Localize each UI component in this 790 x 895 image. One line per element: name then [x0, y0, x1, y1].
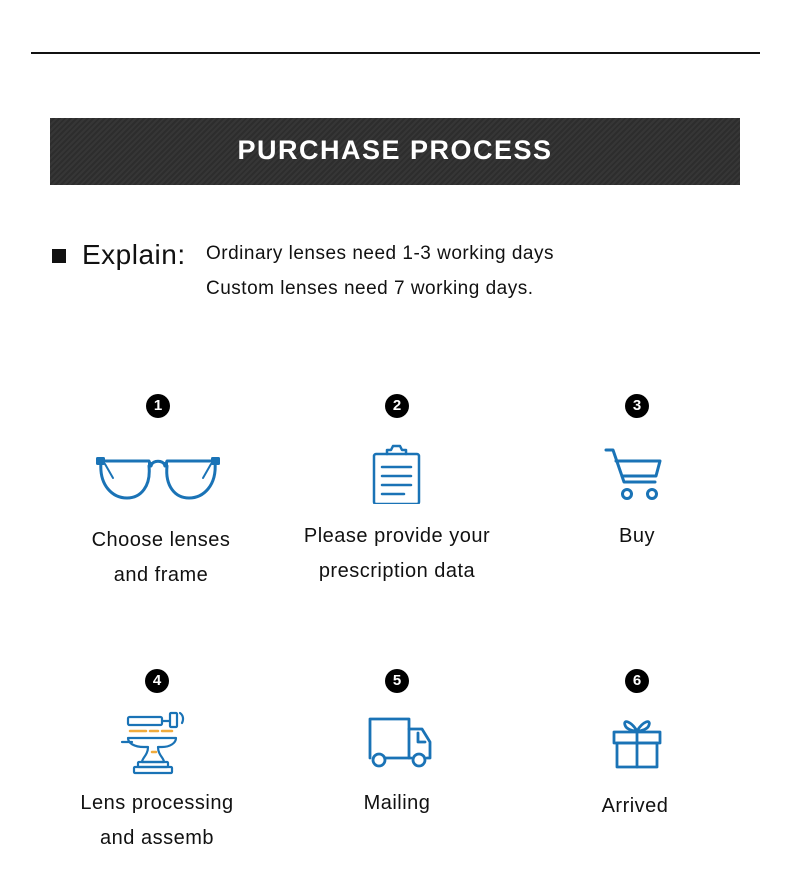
step-mailing: [267, 669, 527, 889]
clipboard-icon: [332, 434, 462, 504]
step-lens-processing: [27, 669, 287, 889]
step-label: Lens processing and assemb: [80, 792, 234, 849]
shopping-cart-icon: [572, 434, 702, 504]
step-label: Arrived: [601, 795, 669, 817]
step-arrived: [507, 669, 767, 889]
step-number-badge: 4: [145, 669, 169, 693]
step-label: Buy: [619, 525, 655, 547]
square-bullet-icon: [52, 249, 66, 263]
step-number-badge: 1: [146, 394, 170, 418]
explain-line-custom: Custom lenses need 7 working days.: [206, 278, 534, 299]
step-number-badge: 3: [625, 394, 649, 418]
explain-line-ordinary: Ordinary lenses need 1-3 working days: [206, 243, 555, 264]
glasses-icon: [93, 434, 223, 504]
step-provide-prescription: [267, 394, 527, 614]
step-number-badge: 6: [625, 669, 649, 693]
delivery-truck-icon: [332, 709, 462, 779]
step-choose-lenses: [28, 394, 288, 614]
banner-title: PURCHASE PROCESS: [237, 135, 553, 165]
anvil-hammer-icon: [92, 709, 222, 779]
step-buy: [507, 394, 767, 614]
step-number-badge: 5: [385, 669, 409, 693]
step-label: Mailing: [363, 792, 431, 814]
step-number-badge: 2: [385, 394, 409, 418]
section-banner: [50, 118, 740, 185]
step-label: Choose lenses and frame: [91, 529, 231, 586]
top-divider: [31, 52, 760, 54]
step-label: Please provide your prescription data: [303, 525, 491, 582]
gift-icon: [572, 709, 702, 779]
explain-label: Explain:: [82, 239, 186, 270]
